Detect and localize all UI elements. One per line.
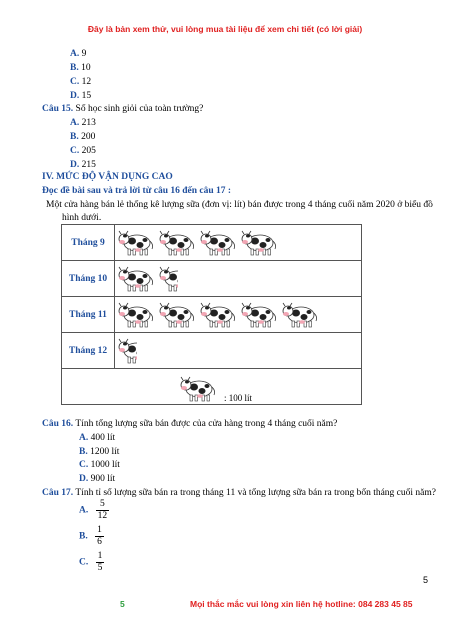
month-label: Tháng 12 xyxy=(62,333,115,369)
option-label: C. xyxy=(70,77,80,87)
fraction xyxy=(96,499,110,522)
option-label: D. xyxy=(79,474,89,484)
cow-icon xyxy=(159,229,197,257)
cow-cell xyxy=(115,225,362,261)
option-text: 10 xyxy=(81,63,91,73)
fraction-denominator: 5 xyxy=(97,563,103,573)
q16-option-a xyxy=(79,432,115,444)
q14-option-d xyxy=(70,90,91,102)
option-text: 900 lít xyxy=(90,474,116,484)
fraction-numerator: 1 xyxy=(97,551,103,561)
month-label: Tháng 9 xyxy=(62,225,115,261)
question-label: Câu 15. xyxy=(42,104,74,114)
cow-icon xyxy=(241,229,279,257)
fraction-denominator: 12 xyxy=(97,511,108,521)
pictograph-table xyxy=(61,224,362,405)
option-label: A. xyxy=(70,49,80,59)
q15-option-c xyxy=(70,145,96,157)
option-text: 200 xyxy=(81,132,96,142)
option-text: 400 lít xyxy=(90,433,116,443)
cow-icon xyxy=(118,229,156,257)
q16-option-c xyxy=(79,459,120,471)
question-text: Số học sinh giỏi của toàn trường? xyxy=(75,104,204,114)
option-label: B. xyxy=(70,132,79,142)
option-label: A. xyxy=(70,118,80,128)
legend-row xyxy=(62,369,362,405)
cow-icon xyxy=(159,301,197,329)
option-text: 1000 lít xyxy=(90,460,120,470)
q14-option-a xyxy=(70,48,86,60)
footer-contact: Mọi thắc mắc vui lòng xin liên hệ hotline: 084 283 45 85 xyxy=(190,599,413,609)
cow-icon xyxy=(118,301,156,329)
paragraph-line-1: Một cửa hàng bán lẻ thống kê lượng sữa (đơn vị: lít) bán được trong 4 tháng cuối năm 2020 ở biểu đồ xyxy=(46,200,433,210)
option-text: 215 xyxy=(81,160,96,170)
option-label: C. xyxy=(70,146,80,156)
question-text: Tính tổng lượng sữa bán được của cửa hàng trong 4 tháng cuối năm? xyxy=(75,419,338,429)
section-heading: IV. MỨC ĐỘ VẬN DỤNG CAO xyxy=(42,172,173,182)
fraction-numerator: 1 xyxy=(97,525,102,535)
pictograph-row xyxy=(62,333,362,369)
question-text: Tính tỉ số lượng sữa bán ra trong tháng 11 và tổng lượng sữa bán ra trong bốn tháng cuối năm? xyxy=(75,488,436,498)
footer-page-number: 5 xyxy=(120,599,125,609)
instruction: Đọc đề bài sau và trả lời từ câu 16 đến câu 17 : xyxy=(42,186,232,196)
page-number: 5 xyxy=(423,575,429,585)
fraction-denominator: 6 xyxy=(97,537,102,547)
option-label: D. xyxy=(70,91,80,101)
option-text: 15 xyxy=(81,91,92,101)
q15-option-a xyxy=(70,117,96,129)
question-17 xyxy=(42,487,436,499)
question-label: Câu 17. xyxy=(42,488,74,498)
pictograph-row xyxy=(62,297,362,333)
q14-option-b xyxy=(70,62,91,74)
q17-option-b xyxy=(79,525,104,548)
option-text: 205 xyxy=(81,146,96,156)
pictograph-row xyxy=(62,261,362,297)
pictograph-row xyxy=(62,225,362,261)
preview-banner: Đây là bản xem thử, vui lòng mua tài liệu để xem chi tiết (có lời giải) xyxy=(87,24,363,34)
option-text: 213 xyxy=(81,118,96,128)
half-cow-icon xyxy=(118,337,137,365)
option-text: 12 xyxy=(81,77,92,87)
q16-option-b xyxy=(79,446,119,458)
paragraph-line-2: hình dưới. xyxy=(62,213,102,223)
option-label: C. xyxy=(79,460,89,470)
option-label: D. xyxy=(70,160,80,170)
option-label: C. xyxy=(79,557,89,568)
cow-icon xyxy=(200,301,238,329)
q15-option-b xyxy=(70,131,95,143)
legend-text: : 100 lít xyxy=(224,393,253,403)
fraction xyxy=(96,551,105,574)
q16-option-d xyxy=(79,473,115,485)
option-text: 9 xyxy=(81,49,87,59)
question-15 xyxy=(42,103,203,115)
legend-cell xyxy=(62,369,362,405)
fraction xyxy=(95,525,104,548)
month-label: Tháng 11 xyxy=(62,297,115,333)
cow-icon xyxy=(241,301,279,329)
option-label: B. xyxy=(79,531,88,542)
cow-cell xyxy=(115,333,362,369)
q14-option-c xyxy=(70,76,91,88)
month-label: Tháng 10 xyxy=(62,261,115,297)
q15-option-d xyxy=(70,159,96,171)
question-label: Câu 16. xyxy=(42,419,74,429)
question-16 xyxy=(42,418,337,430)
option-label: B. xyxy=(70,63,79,73)
fraction-numerator: 5 xyxy=(96,499,110,511)
option-label: A. xyxy=(79,433,89,443)
option-label: A. xyxy=(79,505,89,516)
option-text: 1200 lít xyxy=(90,447,120,457)
cow-cell xyxy=(115,261,362,297)
cow-icon xyxy=(282,301,320,329)
q17-option-c xyxy=(79,551,104,574)
cow-icon xyxy=(118,265,156,293)
option-label: B. xyxy=(79,447,88,457)
half-cow-icon xyxy=(159,265,178,293)
cow-icon xyxy=(200,229,238,257)
cow-cell xyxy=(115,297,362,333)
q17-option-a xyxy=(79,499,109,522)
cow-icon xyxy=(180,375,218,403)
